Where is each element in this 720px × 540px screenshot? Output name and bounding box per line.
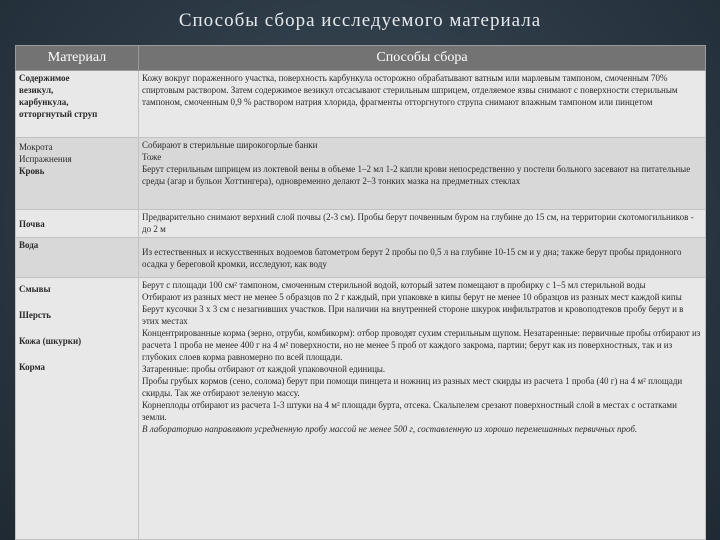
material-label: карбункула, (19, 97, 69, 107)
method-text: Берут кусочки 3 х 3 см с незагнивших участков. При наличии на внутренней стороне шкурок инфильтратов и кровоподтеков пробу берут и в этих местах (142, 304, 684, 326)
method-text: Концентрированные корма (зерно, отруби, комбикорм): отбор проводят сухим стерильным щупом. Незатаренные: первичные пробы отбирают из расчета 1 проба не менее 400 г на 4 м² поверхности, но не менее 5 проб от каждого закрома, партии; берут как из поверхностных, так и из глубоких слоев корма равномерно по всей площади. (142, 328, 701, 362)
material-label: Испражнения (19, 154, 72, 164)
material-cell (16, 210, 139, 238)
material-cell (16, 71, 139, 138)
material-cell (16, 238, 139, 278)
material-label: Содержимое (19, 73, 70, 83)
method-cell (139, 210, 706, 238)
material-label: Смывы (19, 284, 51, 294)
material-label: отторгнутый струп (19, 109, 98, 119)
method-text: Корнеплоды отбирают из расчета 1-3 штуки на 4 м² площади бурта, отсека. Скальпелем срезают поверхностный слой в местах с остатками земли. (142, 400, 677, 422)
table-row (16, 210, 706, 238)
method-text: Из естественных и искусственных водоемов батометром берут 2 пробы по 0,5 л на глубине 10-15 см и у дна; также берут пробы придонного осадка у береговой кромки, исследуют, как воду (142, 246, 682, 269)
method-text: Затаренные: пробы отбирают от каждой упаковочной единицы. (142, 364, 386, 374)
header-methods: Способы сбора (139, 46, 706, 71)
header-material: Материал (16, 46, 139, 71)
material-label: Мокрота (19, 142, 53, 152)
method-text: В лабораторию направляют усредненную пробу массой не менее 500 г, составленную из хорошо перемешанных первичных проб. (142, 424, 638, 434)
method-text: Пробы грубых кормов (сено, солома) берут при помощи пинцета и ножниц из разных мест скирды из расчета 1 проба (40 г) на 4 м² площади скирды. Так же отбирают зеленую массу. (142, 376, 683, 398)
method-text: Предварительно снимают верхний слой почвы (2-3 см). Пробы берут почвенным буром на глубине до 15 см, на территории скотомогильников - до 2 м (142, 212, 694, 234)
material-label: Кожа (шкурки) (19, 336, 82, 346)
material-label: Вода (19, 240, 39, 250)
sampling-methods-table (15, 45, 706, 540)
method-text: Берут стерильным шприцем из локтевой вены в объеме 1–2 мл 1-2 капли крови непосредственно у постели больного засевают на питательные среды (агар и бульон Хоттингера), одновременно делают 2–3 тонких мазка на предметных стеклах (142, 164, 691, 186)
method-cell (139, 71, 706, 138)
material-cell (16, 138, 139, 210)
material-label: Корма (19, 362, 46, 372)
table-row (16, 238, 706, 278)
material-label: Шерсть (19, 310, 52, 320)
table-row (16, 278, 706, 540)
table-row (16, 138, 706, 210)
method-cell (139, 278, 706, 540)
material-label: Кровь (19, 166, 45, 176)
material-label: везикул, (19, 85, 54, 95)
method-text: Тоже (142, 152, 162, 162)
method-cell (139, 238, 706, 278)
method-text: Берут с площади 100 см² тампоном, смоченным стерильной водой, который затем помещают в пробирку с 1–5 мл стерильной воды (142, 280, 646, 290)
method-cell (139, 138, 706, 210)
material-label: Почва (19, 218, 45, 229)
method-text: Собирают в стерильные широкогорлые банки (142, 140, 318, 150)
method-text: Отбирают из разных мест не менее 5 образцов по 2 г каждый, при упаковке в кипы берут не менее 10 образцов из разных мест каждой кипы (142, 292, 682, 302)
material-cell (16, 278, 139, 540)
slide-title: Способы сбора исследуемого материала (178, 10, 542, 31)
table-header-row (16, 46, 706, 71)
method-text: Кожу вокруг пораженного участка, поверхность карбункула осторожно обрабатывают ватным или марлевым тампоном, смоченным 70% спиртовым раствором. Затем содержимое везикул отсасывают стерильным шприцем, отделяемое язвы снимают с поверхности стерильным тампоном, смоченным 0,9 % раствором натрия хлорида, фрагменты отторгнутого струпа снимают влажным тампоном или пинцетом (142, 73, 678, 107)
table-row (16, 71, 706, 138)
